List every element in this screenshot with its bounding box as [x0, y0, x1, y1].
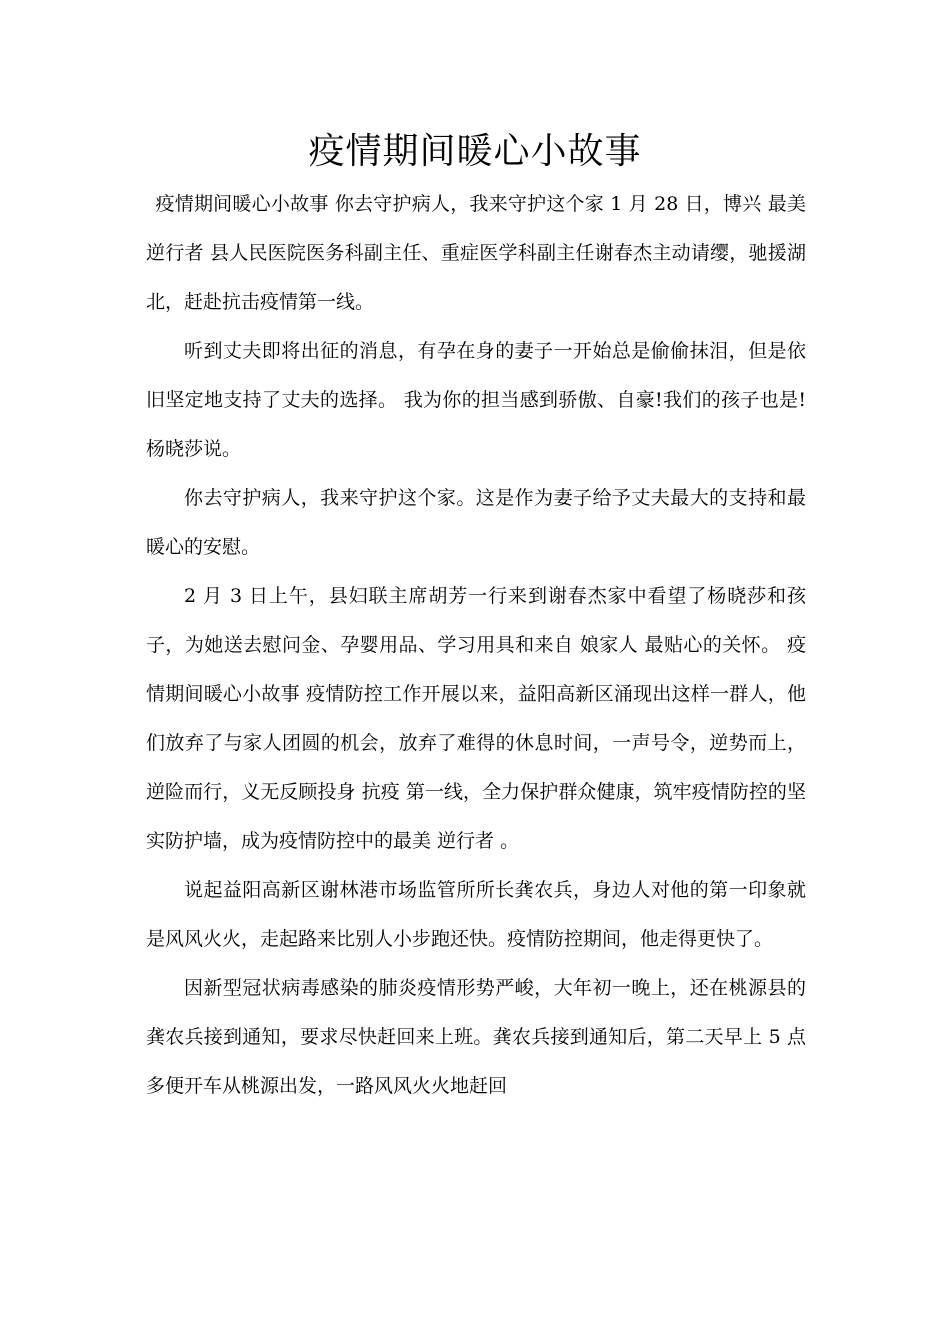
document-title: 疫情期间暖心小故事	[308, 131, 642, 172]
paragraph-2: 听到丈夫即将出征的消息，有孕在身的妻子一开始总是偷偷抹泪，但是依旧坚定地支持了丈夫的选择。 我为你的担当感到骄傲、自豪!我们的孩子也是! 杨晓莎说。	[146, 340, 806, 460]
document-body	[146, 180, 806, 1111]
paragraph-6: 因新型冠状病毒感染的肺炎疫情形势严峻，大年初一晚上，还在桃源县的龚农兵接到通知，要求尽快赶回来上班。龚农兵接到通知后，第二天早上 5 点多便开车从桃源出发，一路风风火火地赶回	[146, 977, 806, 1097]
paragraph-3: 你去守护病人，我来守护这个家。这是作为妻子给予丈夫最大的支持和最暖心的安慰。	[146, 487, 806, 558]
paragraph-5: 说起益阳高新区谢林港市场监管所所长龚农兵，身边人对他的第一印象就是风风火火，走起路来比别人小步跑还快。疫情防控期间，他走得更快了。	[146, 879, 806, 950]
paragraph-1: 疫情期间暖心小故事 你去守护病人，我来守护这个家 1 月 28 日，博兴 最美逆行者 县人民医院医务科副主任、重症医学科副主任谢春杰主动请缨，驰援湖北，赶赴抗击疫情第一线。	[146, 193, 806, 313]
paragraph-4: 2 月 3 日上午，县妇联主席胡芳一行来到谢春杰家中看望了杨晓莎和孩子，为她送去慰问金、孕婴用品、学习用具和来自 娘家人 最贴心的关怀。 疫情期间暖心小故事 疫情防控工作开展以来，益阳高新区涌现出这样一群人，他们放弃了与家人团圆的机会，放弃了难得的休息时间，一声号令，逆势而上，逆险而行，义无反顾投身 抗疫 第一线，全力保护群众健康，筑牢疫情防控的坚实防护墙，成为疫情防控中的最美 逆行者 。	[146, 585, 806, 852]
